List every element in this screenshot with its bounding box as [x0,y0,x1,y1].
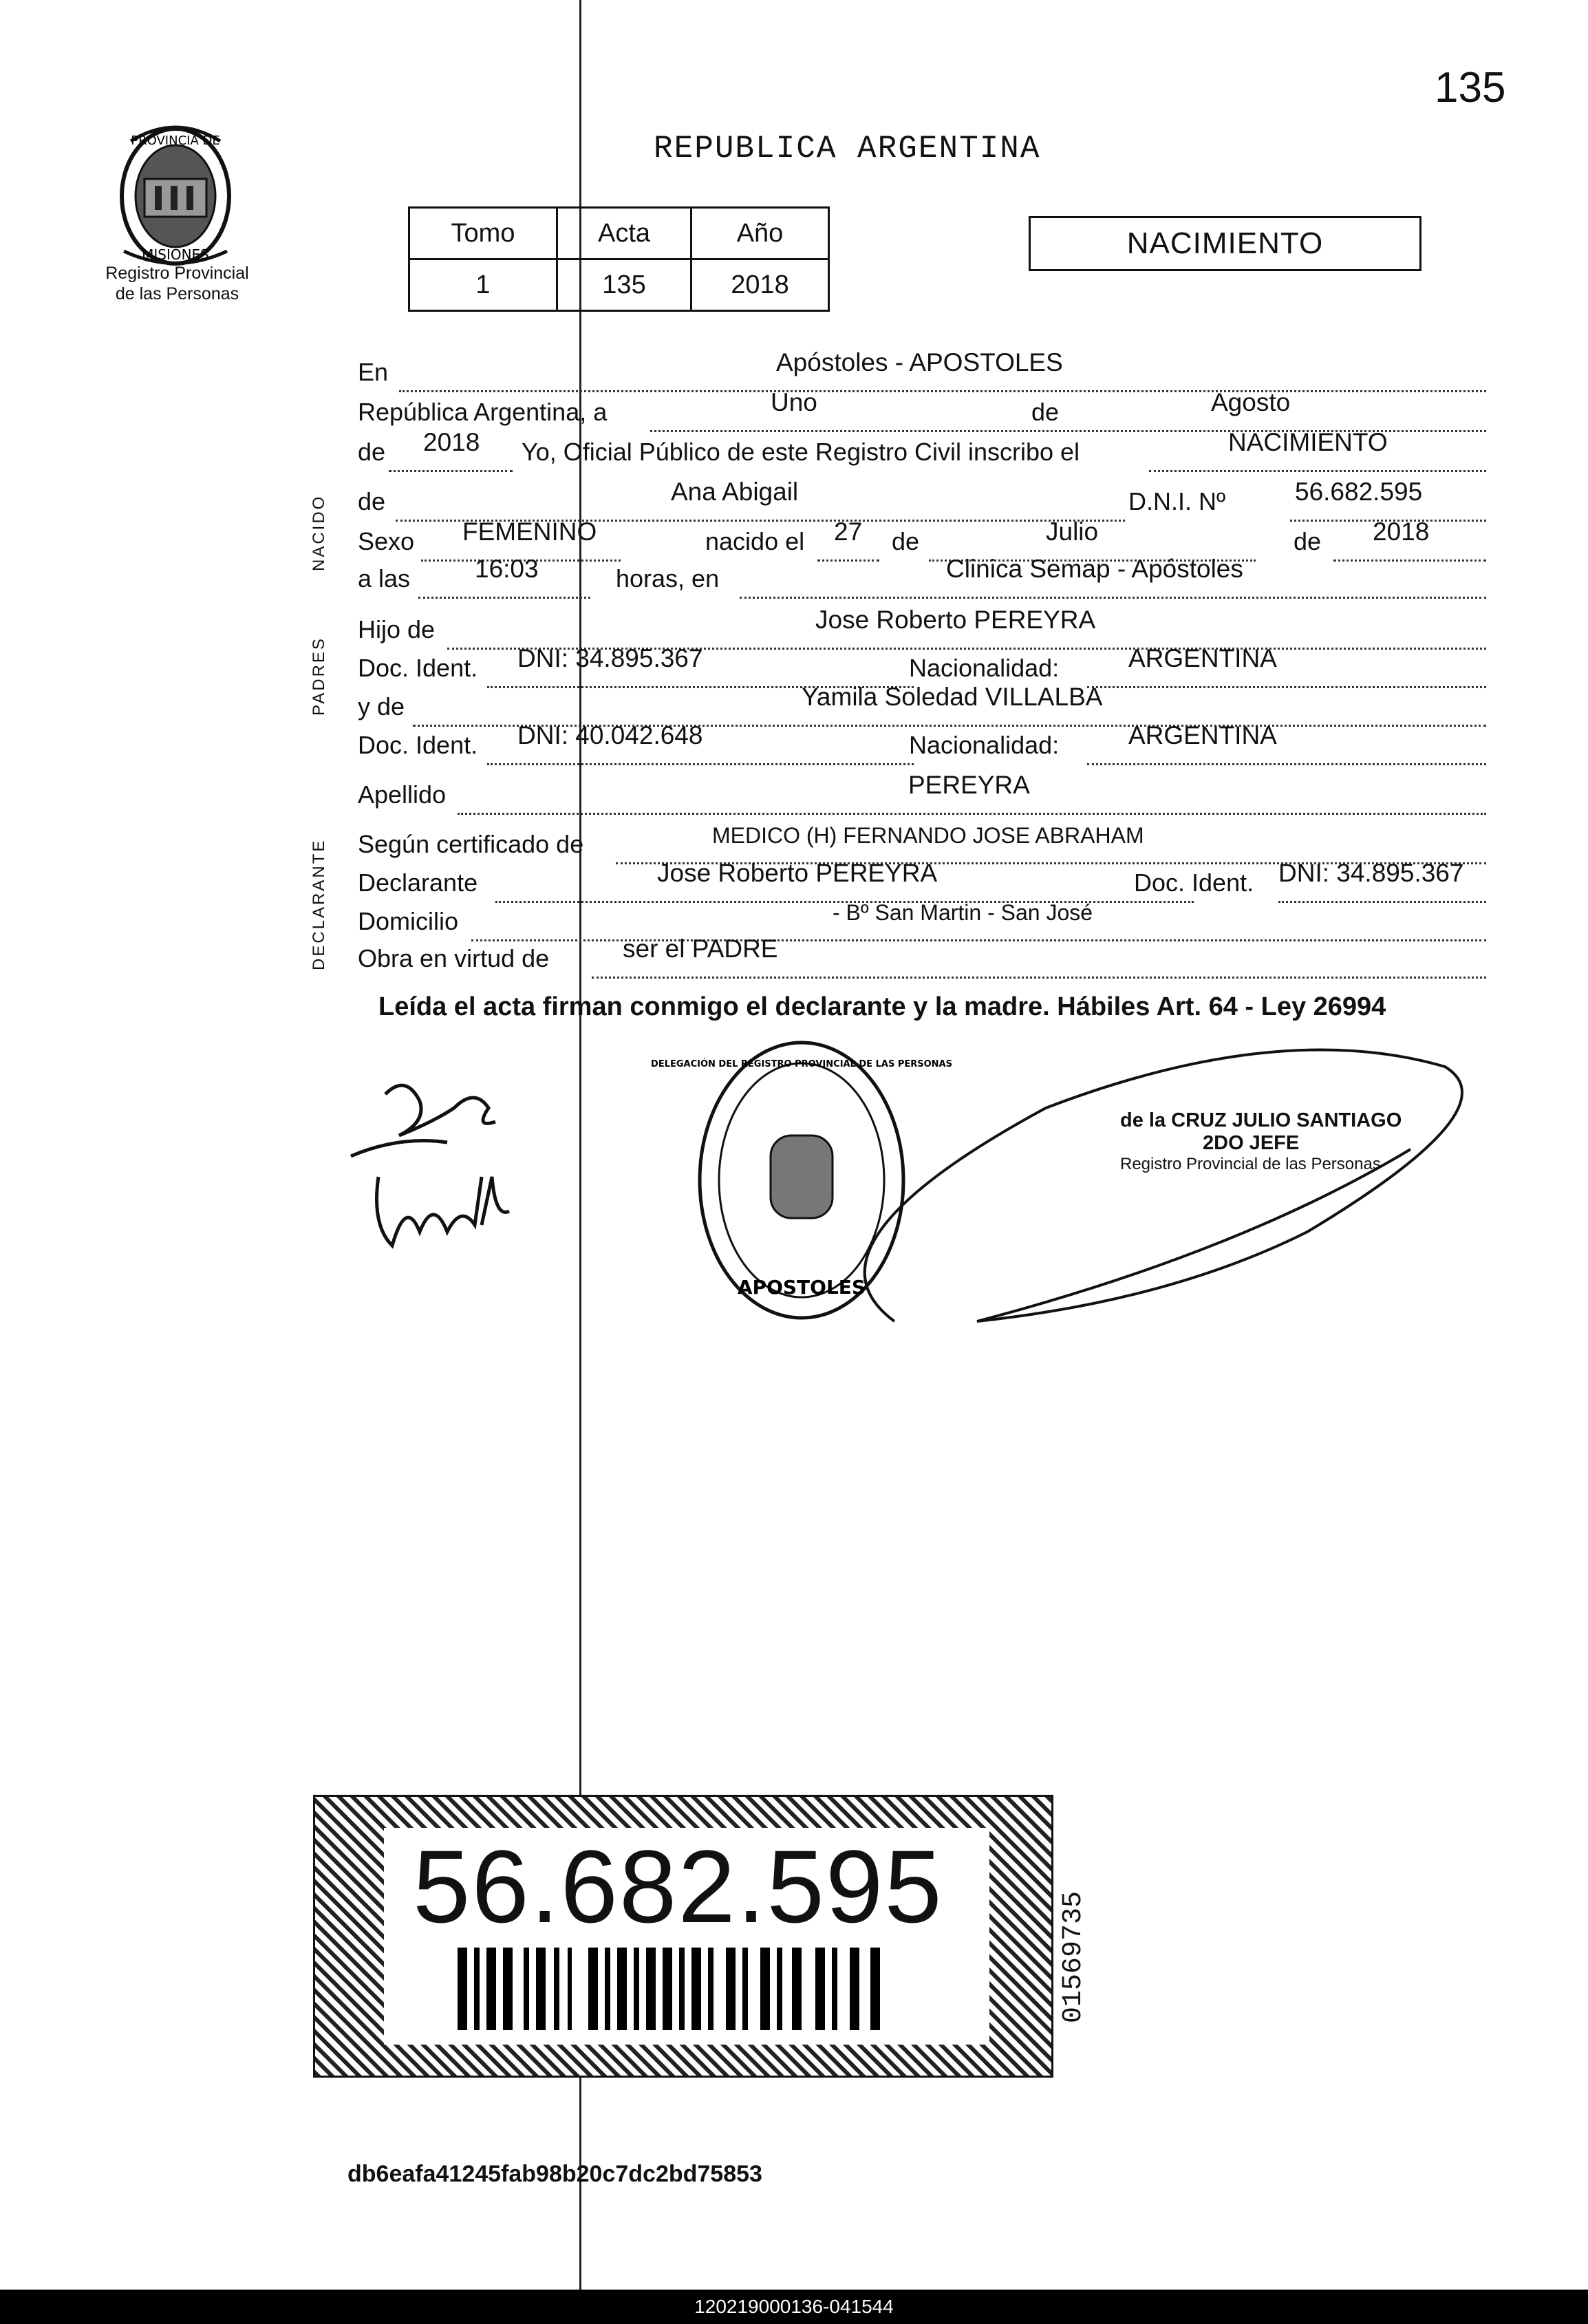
name-de-label: de [358,487,386,515]
official-title: 2DO JEFE [1203,1132,1300,1154]
father-nat-label: Nacionalidad: [905,654,1063,683]
surname-value: PEREYRA [908,771,1030,799]
a-las-label: a las [358,564,411,593]
y-de-label: y de [358,692,405,721]
label-number: 56.682.595 [413,1829,943,1944]
seal-bottom-text: MISIONES [142,246,209,263]
table-header-ano: Año [691,208,829,259]
registry-caption-line1: Registro Provincial [105,264,249,283]
closing-text: Leída el acta firman conmigo el declarante y la madre. Hábiles Art. 64 - Ley 26994 [378,992,1386,1021]
certificado-label: Según certificado de [358,830,584,858]
table-cell-ano: 2018 [691,259,829,311]
sexo-value: FEMENINO [462,518,597,546]
side-label-nacido: NACIDO [310,494,328,571]
coat-of-arms-icon [103,114,248,272]
row-reason [358,935,1486,983]
mother-doc-value: DNI: 40.042.648 [517,721,703,749]
table-header-tomo: Tomo [409,208,557,259]
mother-nat-label: Nacionalidad: [905,731,1063,760]
reason-value: ser el PADRE [623,935,778,963]
registry-caption [86,263,268,304]
table-header-acta: Acta [557,208,691,259]
registry-caption-line2: de las Personas [115,284,239,303]
row-time [358,555,1486,603]
official-org: Registro Provincial de las Personas [1120,1155,1381,1173]
declarant-doc-value: DNI: 34.895.367 [1278,859,1464,887]
hijo-label: Hijo de [358,615,436,643]
father-nat-value: ARGENTINA [1128,644,1277,672]
mother-doc-label: Doc. Ident. [358,731,478,759]
year-value: 2018 [423,428,480,456]
birth-day-value: 27 [834,518,863,546]
stamp-outer-text: DELEGACIÓN DEL REGISTRO PROVINCIAL DE LAS PERSONAS [651,1059,952,1069]
label-side-code: 01569735 [1058,1890,1089,2023]
dni-value: 56.682.595 [1295,478,1423,506]
seal-top-text: PROVINCIA DE [131,134,220,148]
row-oficial [358,428,1486,476]
oficial-text: Yo, Oficial Público de este Registro Civil inscribo el [522,438,1080,466]
domicilio-label: Domicilio [358,907,459,935]
footer-id: 120219000136-041544 [0,2290,1588,2324]
page-number: 135 [1435,64,1506,111]
date-de-label: de [1029,398,1062,427]
label-side-code-wrap [1058,1890,1093,2058]
birth-place-value: Clinica Semap - Apóstoles [946,555,1243,583]
republica-label: República Argentina, a [358,398,608,426]
birth-de2-label: de [1294,527,1322,555]
birth-year-value: 2018 [1373,518,1430,546]
declarante-label: Declarante [358,868,478,897]
official-stamp [651,1025,1493,1335]
stamp-city: APOSTOLES [737,1276,866,1299]
side-label-declarante: DECLARANTE [310,838,328,970]
father-value: Jose Roberto PEREYRA [815,606,1096,634]
document-hash: db6eafa41245fab98b20c7dc2bd75853 [347,2161,762,2187]
mother-value: Yamila Soledad VILLALBA [802,683,1103,711]
mother-nat-value: ARGENTINA [1128,721,1277,749]
dni-label: D.N.I. Nº [1128,487,1226,515]
table-cell-tomo: 1 [409,259,557,311]
record-table [408,206,830,312]
en-label: En [358,358,389,386]
row-address [358,900,1486,946]
name-value: Ana Abigail [671,478,799,506]
declarant-doc-label: Doc. Ident. [1134,868,1254,897]
time-value: 16:03 [475,555,539,583]
signatures-image [344,1060,550,1273]
barcode-image [458,1948,891,2030]
father-doc-label: Doc. Ident. [358,654,478,682]
official-name: de la CRUZ JULIO SANTIAGO [1120,1109,1402,1131]
act-type-box: NACIMIENTO [1029,216,1421,271]
nacido-label: nacido el [705,527,805,555]
page-title: REPUBLICA ARGENTINA [654,131,1041,167]
row-surname [358,771,1486,819]
row-mother-doc [358,721,1486,769]
act-type-value: NACIMIENTO [1228,428,1388,456]
day-value: Uno [771,388,817,416]
year-de-label: de [358,438,386,466]
certificate-value: MEDICO (H) FERNANDO JOSE ABRAHAM [712,823,1144,848]
place-value: Apóstoles - APOSTOLES [776,348,1063,376]
month-value: Agosto [1211,388,1291,416]
official-signature-block [1120,1109,1402,1174]
obra-label: Obra en virtud de [358,944,550,972]
declarant-value: Jose Roberto PEREYRA [657,859,938,887]
address-value: - Bº San Martin - San José [833,900,1093,925]
horas-label: horas, en [616,564,720,593]
row-place [358,348,1486,396]
table-cell-acta: 135 [557,259,691,311]
side-label-padres: PADRES [310,637,328,716]
birth-month-value: Julio [1046,518,1099,546]
apellido-label: Apellido [358,780,447,809]
father-doc-value: DNI: 34.895.367 [517,644,703,672]
sexo-label: Sexo [358,527,415,555]
birth-de-label: de [892,527,920,555]
